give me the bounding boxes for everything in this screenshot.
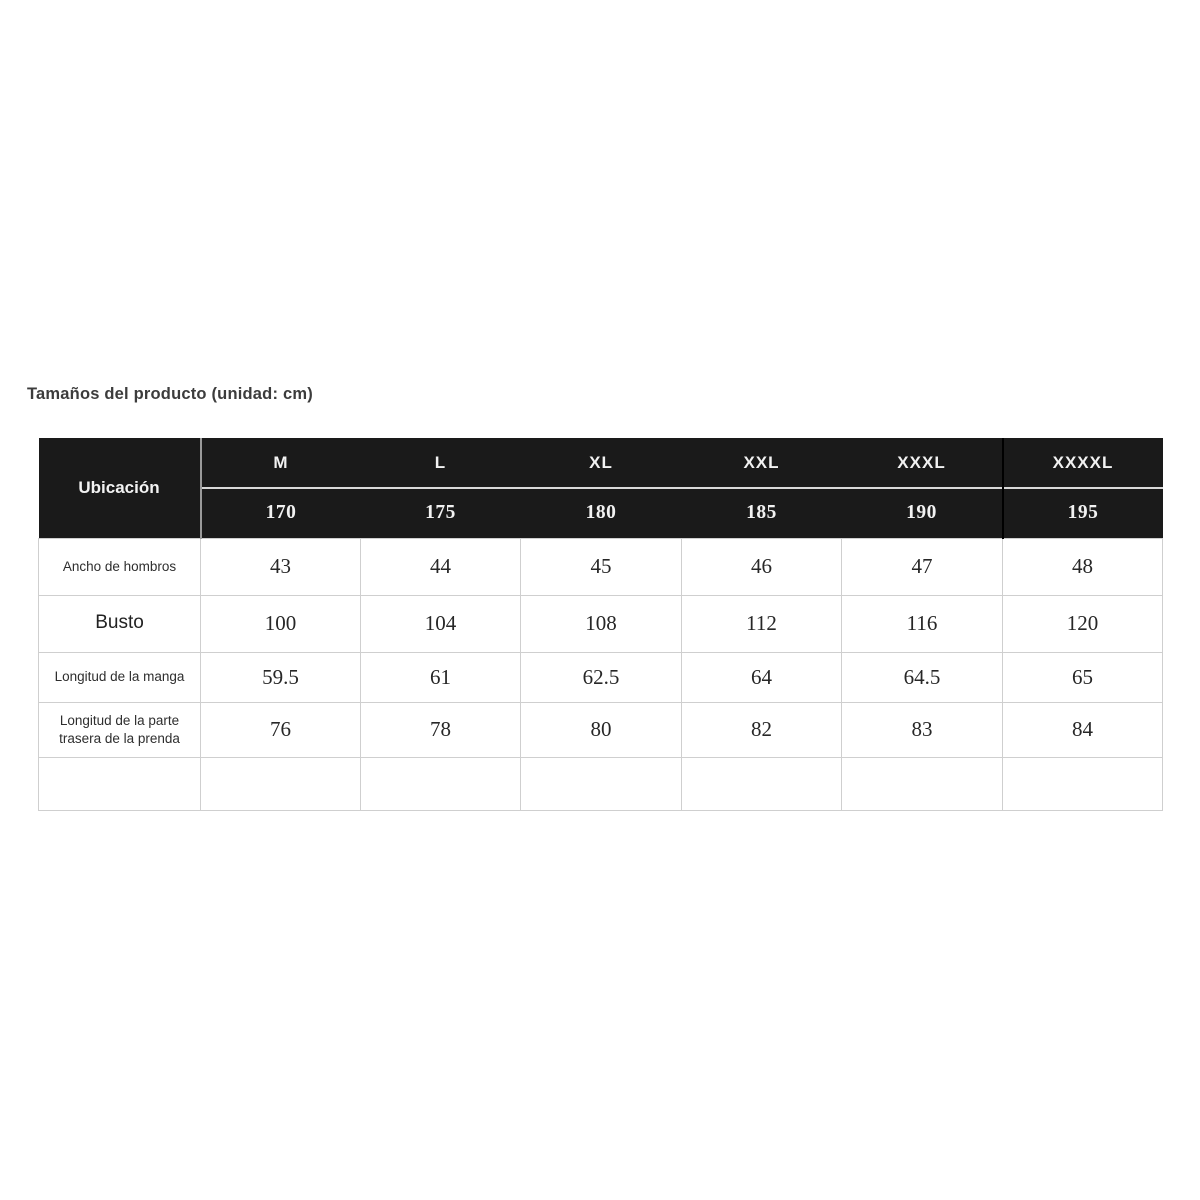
value-cell [682, 757, 842, 810]
value-cell: 65 [1003, 652, 1163, 702]
size-header-m: M [201, 438, 361, 488]
value-cell: 64.5 [842, 652, 1003, 702]
height-header-190: 190 [842, 488, 1003, 538]
row-label-sleeve-length: Longitud de la manga [39, 652, 201, 702]
height-header-195: 195 [1003, 488, 1163, 538]
height-header-185: 185 [682, 488, 842, 538]
value-cell: 100 [201, 595, 361, 652]
height-header-180: 180 [521, 488, 682, 538]
size-row [39, 438, 1163, 488]
size-header-xxxl: XXXL [842, 438, 1003, 488]
value-cell: 104 [361, 595, 521, 652]
row-label-shoulder-width: Ancho de hombros [39, 538, 201, 595]
table-row-bust [39, 595, 1163, 652]
value-cell: 112 [682, 595, 842, 652]
height-row [39, 488, 1163, 538]
corner-cell-ubicacion: Ubicación [39, 438, 201, 538]
row-label-empty [39, 757, 201, 810]
table-row-shoulder-width [39, 538, 1163, 595]
value-cell: 78 [361, 702, 521, 757]
value-cell: 47 [842, 538, 1003, 595]
size-header-xxxxl: XXXXL [1003, 438, 1163, 488]
table-row-back-length [39, 702, 1163, 757]
height-header-175: 175 [361, 488, 521, 538]
value-cell: 120 [1003, 595, 1163, 652]
value-cell [201, 757, 361, 810]
value-cell: 48 [1003, 538, 1163, 595]
value-cell: 83 [842, 702, 1003, 757]
size-header-xxl: XXL [682, 438, 842, 488]
value-cell [1003, 757, 1163, 810]
value-cell: 80 [521, 702, 682, 757]
value-cell: 46 [682, 538, 842, 595]
page-title: Tamaños del producto (unidad: cm) [27, 385, 313, 403]
height-header-170: 170 [201, 488, 361, 538]
value-cell: 44 [361, 538, 521, 595]
row-label-bust: Busto [39, 595, 201, 652]
size-header-xl: XL [521, 438, 682, 488]
row-label-back-length: Longitud de la parte trasera de la prenda [39, 702, 201, 757]
value-cell: 82 [682, 702, 842, 757]
size-table-body [39, 538, 1163, 810]
table-row-empty [39, 757, 1163, 810]
table-row-sleeve-length [39, 652, 1163, 702]
size-table-header [39, 438, 1163, 538]
value-cell: 84 [1003, 702, 1163, 757]
value-cell: 45 [521, 538, 682, 595]
size-table [38, 438, 1163, 811]
value-cell: 61 [361, 652, 521, 702]
value-cell: 62.5 [521, 652, 682, 702]
value-cell [361, 757, 521, 810]
value-cell: 116 [842, 595, 1003, 652]
value-cell: 64 [682, 652, 842, 702]
value-cell: 76 [201, 702, 361, 757]
value-cell [842, 757, 1003, 810]
value-cell: 108 [521, 595, 682, 652]
size-header-l: L [361, 438, 521, 488]
value-cell: 43 [201, 538, 361, 595]
value-cell [521, 757, 682, 810]
value-cell: 59.5 [201, 652, 361, 702]
